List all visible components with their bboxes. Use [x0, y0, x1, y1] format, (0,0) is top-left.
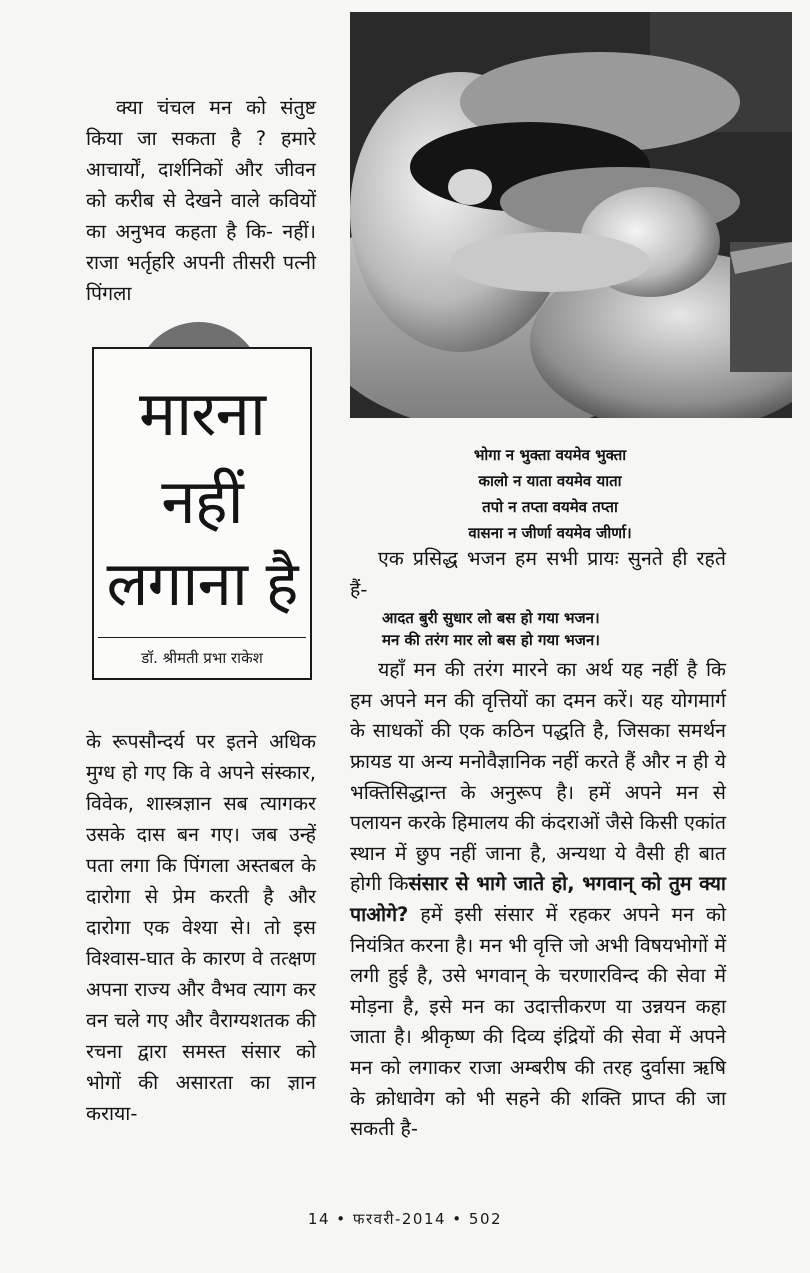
title-line-3: लगाना है: [106, 547, 298, 620]
couplet-line: मन की तरंग मार लो बस हो गया भजन।: [382, 631, 600, 650]
title-line-2: नहीं: [161, 465, 243, 538]
story-paragraph: के रूपसौन्दर्य पर इतने अधिक मुग्ध हो गए कि वे अपने संस्कार, विवेक, शास्त्रज्ञान सब त्यागकर उसके दास बन गए। जब उन्हें पता लगा कि पिंगला अस्तबल के दारोगा से प्रेम करती है और दारोगा एक वेश्या से। तो इस विश्वास-घात के कारण वे तत्क्षण अपना राज्य और वैभव त्याग कर वन चले गए और वैराग्यशतक की रचना द्वारा समस्त संसार को भोगों की असारता का ज्ञान कराया-: [86, 730, 316, 1125]
left-column-bottom: [86, 726, 316, 1129]
verse-line: कालो न याता वयमेव याता: [478, 472, 622, 490]
bhajan-intro: एक प्रसिद्ध भजन हम सभी प्रायः सुनते ही रहते हैं-: [350, 547, 726, 601]
sleeping-deity-photo-icon: [350, 12, 792, 418]
verse-line: भोगा न भुक्ता वयमेव भुक्ता: [473, 446, 627, 464]
sanskrit-verse: [380, 442, 720, 546]
left-column-top: [86, 92, 316, 309]
bold-quote: संसार से भागे जाते हो, भगवान् को तुम क्या पाओगे?: [350, 872, 726, 926]
page-footer: 14 • फरवरी-2014 • 502: [307, 1210, 503, 1228]
intro-paragraph: क्या चंचल मन को संतुष्ट किया जा सकता है ? हमारे आचार्यों, दार्शनिकों और जीवन को करीब से देखने वाले कवियों का अनुभव कहता है कि- नहीं। राजा भर्तृहरि अपनी तीसरी पत्नी पिंगला: [86, 96, 316, 305]
right-column: [350, 544, 726, 1145]
verse-line: तपो न तप्ता वयमेव तप्ता: [482, 498, 618, 516]
bhajan-couplet: [350, 607, 726, 651]
title-box: [92, 347, 312, 680]
author-name: डॉ. श्रीमती प्रभा राकेश: [141, 649, 263, 667]
article-photo: [350, 12, 792, 418]
main-paragraph: [350, 655, 726, 1145]
couplet-line: आदत बुरी सुधार लो बस हो गया भजन।: [382, 609, 600, 628]
main-paragraph-start: यहाँ मन की तरंग मारने का अर्थ यह नहीं है कि हम अपने मन की वृत्तियों का दमन करें। यह योगमार्ग के साधकों की एक कठिन पद्धति है, जिसका समर्थन फ्रायड या अन्य मनोवैज्ञानिक नहीं करते हैं और न ही ये भक्तिसिद्धान्त के अनुरूप है। हमें अपने मन से पलायन करके हिमालय की कंदराओं जैसे किसी एकांत स्थान में छुप नहीं जाना है, अन्यथा ये वैसी ही बात होगी कि: [350, 658, 726, 896]
title-line-1: मारना: [139, 377, 265, 450]
main-paragraph-end: हमें इसी संसार में रहकर अपने मन को नियंत्रित करना है। मन भी वृत्ति जो अभी विषयभोगों में लगी हुई है, उसे भगवान् के चरणारविन्द की सेवा में मोड़ना है, इसे मन का उदात्तीकरण या उन्नयन कहा जाता है। श्रीकृष्ण की दिव्य इंद्रियों की सेवा में अपने मन को लगाकर राजा अम्बरीष की तरह दुर्वासा ऋषि के क्रोधावेग को भी सहने की शक्ति प्राप्त की जा सकती है-: [350, 902, 727, 1141]
title-divider: [98, 637, 306, 638]
verse-line: वासना न जीर्णा वयमेव जीर्णा।: [468, 524, 632, 542]
